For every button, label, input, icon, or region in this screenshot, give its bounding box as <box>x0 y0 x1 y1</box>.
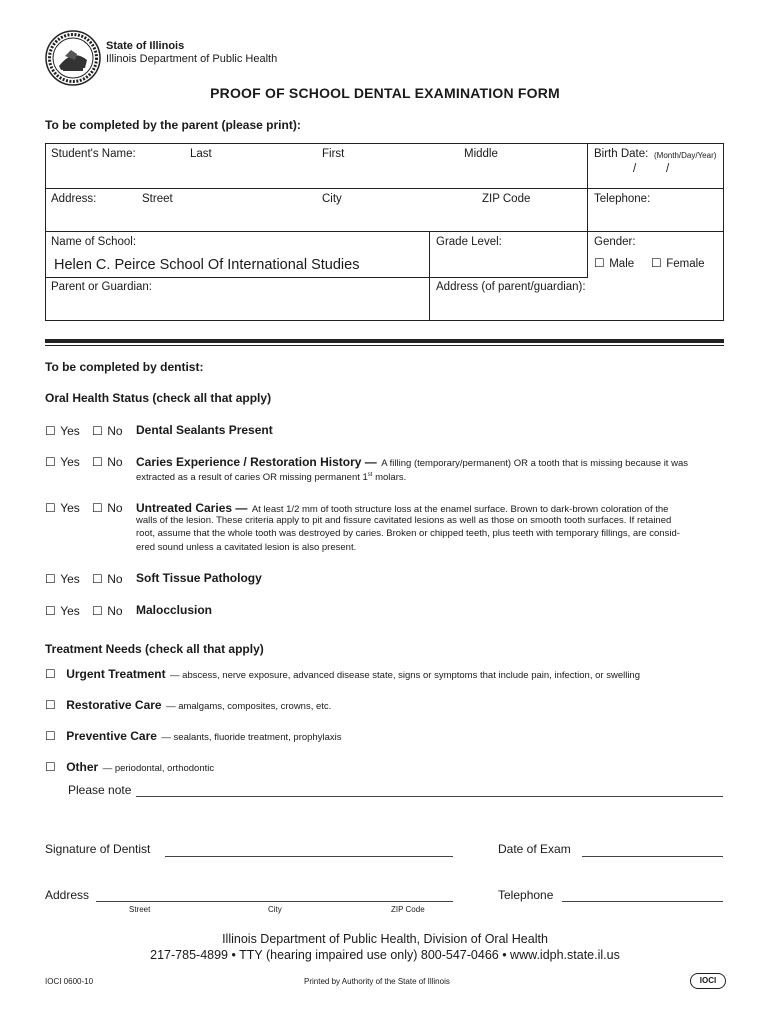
no-checkbox[interactable]: ☐ <box>92 604 103 618</box>
male-label: Male <box>609 258 635 270</box>
no-label: No <box>107 455 123 469</box>
caries-experience-title: Caries Experience / Restoration History — <box>136 455 377 469</box>
restorative-title: Restorative Care <box>66 698 162 712</box>
middle-name-field[interactable]: Middle <box>464 148 498 160</box>
printed-by: Printed by Authority of the State of Illinois <box>304 977 450 986</box>
malocclusion-title: Malocclusion <box>136 603 213 617</box>
street-sub-label: Street <box>129 905 151 914</box>
city-field[interactable]: City <box>322 193 342 205</box>
urgent-treatment-item <box>45 665 640 683</box>
no-label: No <box>107 604 123 618</box>
birth-date-label: Birth Date: <box>594 148 649 160</box>
untreated-caries-desc-4: ered sound unless a cavitated lesion is also present. <box>136 542 357 553</box>
dental-sealants-title: Dental Sealants Present <box>136 423 273 437</box>
no-label: No <box>107 424 123 438</box>
student-info-table <box>45 143 724 321</box>
female-label: Female <box>666 258 705 270</box>
untreated-caries-desc-3: root, assume that the whole tooth was destroyed by caries. Broken or chipped teeth, plus teeth with temporary fillings, are consid- <box>136 528 680 539</box>
parent-address-field[interactable]: Address (of parent/guardian): <box>436 281 586 293</box>
parent-guardian-field[interactable]: Parent or Guardian: <box>51 281 153 293</box>
form-title: PROOF OF SCHOOL DENTAL EXAMINATION FORM <box>210 85 560 101</box>
other-checkbox[interactable]: ☐ <box>45 760 56 774</box>
signature-line[interactable] <box>165 856 453 857</box>
no-label: No <box>107 501 123 515</box>
yes-label: Yes <box>60 572 80 586</box>
state-seal-icon <box>45 30 101 86</box>
zip-sub-label: ZIP Code <box>391 905 425 914</box>
please-note-line[interactable] <box>136 796 723 797</box>
preventive-care-item <box>45 727 341 745</box>
yes-checkbox[interactable]: ☐ <box>45 455 56 469</box>
section-divider <box>45 339 724 343</box>
parent-section-heading: To be completed by the parent (please print): <box>45 118 301 132</box>
footer-division: Illinois Department of Public Health, Division of Oral Health <box>222 932 548 946</box>
yes-label: Yes <box>60 455 80 469</box>
caries-experience-desc-2: extracted as a result of caries OR missing permanent 1st molars. <box>136 472 407 484</box>
preventive-desc: — sealants, fluoride treatment, prophylaxis <box>161 732 342 743</box>
birth-date-slash-2: / <box>666 163 670 175</box>
urgent-desc: — abscess, nerve exposure, advanced disease state, signs or symptoms that include pain, infection, or swelling <box>170 670 640 681</box>
untreated-caries-desc-2: walls of the lesion. These criteria apply to pit and fissure cavitated lesions as well as those on smooth tooth surfaces. If retained <box>136 515 672 526</box>
oral-health-heading: Oral Health Status (check all that apply) <box>45 391 272 405</box>
restorative-checkbox[interactable]: ☐ <box>45 698 56 712</box>
preventive-title: Preventive Care <box>66 729 157 743</box>
gender-label: Gender: <box>594 236 636 248</box>
no-label: No <box>107 572 123 586</box>
please-note-label: Please note <box>68 783 132 797</box>
last-name-field[interactable]: Last <box>190 148 212 160</box>
date-of-exam-label: Date of Exam <box>498 842 571 856</box>
female-option[interactable] <box>651 254 705 272</box>
signature-label: Signature of Dentist <box>45 842 151 856</box>
department-name: Illinois Department of Public Health <box>106 53 278 65</box>
urgent-title: Urgent Treatment <box>66 667 166 681</box>
school-name-value[interactable]: Helen C. Peirce School Of International Studies <box>54 257 360 273</box>
first-name-field[interactable]: First <box>322 148 345 160</box>
no-checkbox[interactable]: ☐ <box>92 572 103 586</box>
untreated-caries-desc: At least 1/2 mm of tooth structure loss at the enamel surface. Brown to dark-brown coloration of the <box>251 504 669 515</box>
state-name: State of Illinois <box>106 40 185 52</box>
birth-date-format: (Month/Day/Year) <box>654 151 717 160</box>
male-option[interactable] <box>594 254 634 272</box>
other-desc: — periodontal, orthodontic <box>102 763 215 774</box>
female-checkbox[interactable]: ☐ <box>651 256 662 270</box>
status-item <box>45 422 80 440</box>
street-field[interactable]: Street <box>142 193 173 205</box>
school-label: Name of School: <box>51 236 137 248</box>
dentist-address-line[interactable] <box>96 901 453 902</box>
no-checkbox[interactable]: ☐ <box>92 501 103 515</box>
yes-label: Yes <box>60 501 80 515</box>
dentist-telephone-line[interactable] <box>562 901 723 902</box>
restorative-desc: — amalgams, composites, crowns, etc. <box>166 701 332 712</box>
grade-level-field[interactable]: Grade Level: <box>436 236 502 248</box>
yes-checkbox[interactable]: ☐ <box>45 424 56 438</box>
zip-field[interactable]: ZIP Code <box>482 193 531 205</box>
treatment-heading: Treatment Needs (check all that apply) <box>45 642 264 656</box>
yes-checkbox[interactable]: ☐ <box>45 572 56 586</box>
caries-experience-desc: A filling (temporary/permanent) OR a tooth that is missing because it was <box>381 458 688 469</box>
date-of-exam-line[interactable] <box>582 856 723 857</box>
dentist-telephone-label: Telephone <box>498 888 554 902</box>
form-number: IOCI 0600-10 <box>45 977 94 986</box>
dentist-address-label: Address <box>45 888 90 902</box>
birth-date-slash-1: / <box>633 163 637 175</box>
preventive-checkbox[interactable]: ☐ <box>45 729 56 743</box>
telephone-field[interactable]: Telephone: <box>594 193 651 205</box>
no-checkbox[interactable]: ☐ <box>92 424 103 438</box>
other-item <box>45 758 214 776</box>
restorative-care-item <box>45 696 331 714</box>
student-name-label: Student's Name: <box>51 148 136 160</box>
yes-label: Yes <box>60 424 80 438</box>
dentist-section-heading: To be completed by dentist: <box>45 360 204 374</box>
no-checkbox[interactable]: ☐ <box>92 455 103 469</box>
other-title: Other <box>66 760 99 774</box>
ioci-logo: IOCI <box>690 973 726 989</box>
male-checkbox[interactable]: ☐ <box>594 256 605 270</box>
soft-tissue-title: Soft Tissue Pathology <box>136 571 262 585</box>
yes-checkbox[interactable]: ☐ <box>45 604 56 618</box>
yes-checkbox[interactable]: ☐ <box>45 501 56 515</box>
untreated-caries-title: Untreated Caries — <box>136 501 248 515</box>
footer-contact: 217-785-4899 • TTY (hearing impaired use only) 800-547-0466 • www.idph.state.il.us <box>150 948 620 962</box>
urgent-checkbox[interactable]: ☐ <box>45 667 56 681</box>
address-label: Address: <box>51 193 97 205</box>
yes-label: Yes <box>60 604 80 618</box>
city-sub-label: City <box>268 905 282 914</box>
